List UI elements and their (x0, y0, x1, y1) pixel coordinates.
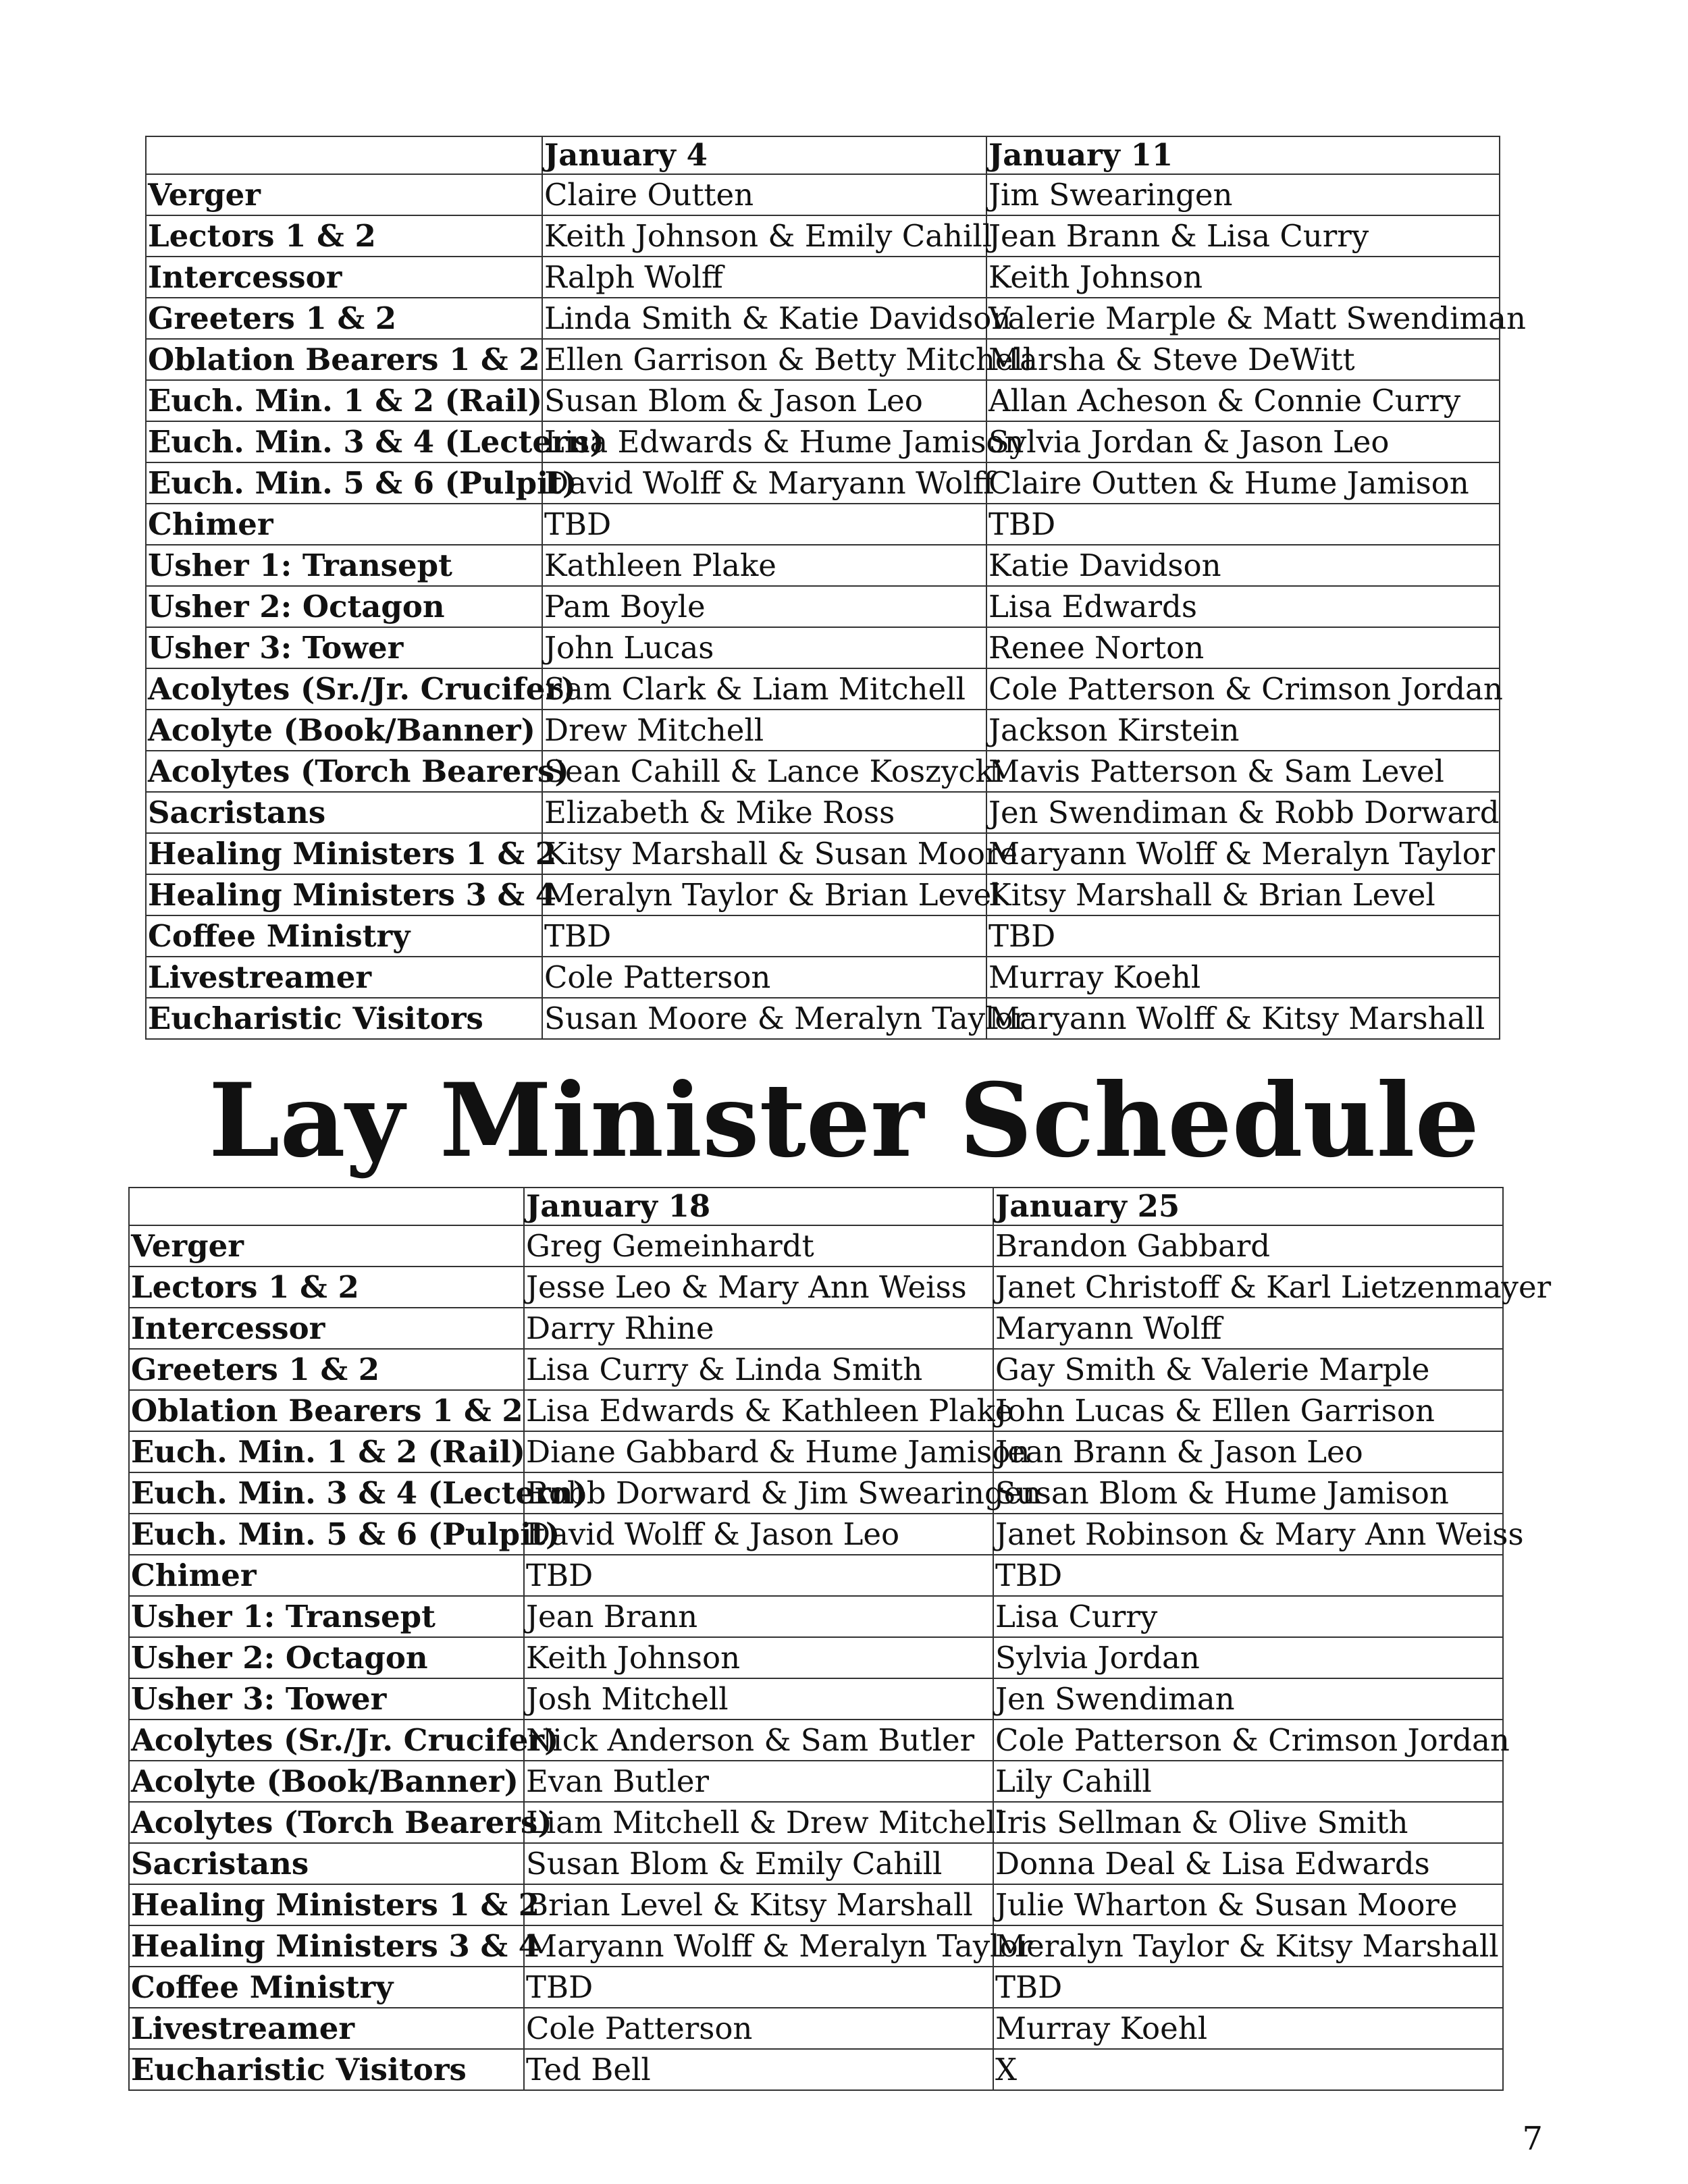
table-row (146, 627, 1500, 668)
table-row (129, 1678, 1503, 1720)
role-cell: Coffee Ministry (129, 1967, 524, 2008)
table-row (129, 1802, 1503, 1843)
assignment-cell: Diane Gabbard & Hume Jamison (524, 1431, 993, 1472)
assignment-cell: Robb Dorward & Jim Swearingen (524, 1472, 993, 1514)
table-row (146, 174, 1500, 215)
schedule-table-january-18-25 (128, 1187, 1552, 2091)
table-row (146, 462, 1500, 504)
table-row (146, 792, 1500, 833)
table-row (129, 1555, 1503, 1596)
assignment-cell: Jen Swendiman & Robb Dorward (986, 792, 1500, 833)
role-cell: Euch. Min. 1 & 2 (Rail) (129, 1431, 524, 1472)
role-cell: Usher 3: Tower (146, 627, 542, 668)
role-cell: Usher 2: Octagon (129, 1637, 524, 1678)
table-row (129, 1431, 1503, 1472)
assignment-cell: Elizabeth & Mike Ross (542, 792, 986, 833)
table-row (146, 380, 1500, 421)
assignment-cell: Maryann Wolff & Kitsy Marshall (986, 998, 1500, 1039)
assignment-cell: Sam Clark & Liam Mitchell (542, 668, 986, 710)
assignment-cell: Cole Patterson (524, 2008, 993, 2049)
table-header-row (129, 1188, 1503, 1225)
table-row (129, 1514, 1503, 1555)
role-cell: Healing Ministers 1 & 2 (146, 833, 542, 874)
table-row (146, 874, 1500, 915)
table-row (146, 668, 1500, 710)
table-row (146, 915, 1500, 957)
role-cell: Eucharistic Visitors (129, 2049, 524, 2090)
assignment-cell: Allan Acheson & Connie Curry (986, 380, 1500, 421)
table-row (129, 1637, 1503, 1678)
assignment-cell: Brian Level & Kitsy Marshall (524, 1884, 993, 1925)
role-cell: Intercessor (129, 1308, 524, 1349)
header-cell-date: January 4 (542, 136, 986, 174)
assignment-cell: Janet Robinson & Mary Ann Weiss (993, 1514, 1503, 1555)
page-number: 7 (1522, 2120, 1543, 2158)
assignment-cell: TBD (524, 1555, 993, 1596)
table-row (146, 298, 1500, 339)
assignment-cell: Susan Blom & Hume Jamison (993, 1472, 1503, 1514)
assignment-cell: Darry Rhine (524, 1308, 993, 1349)
role-cell: Acolyte (Book/Banner) (146, 710, 542, 751)
role-cell: Usher 2: Octagon (146, 586, 542, 627)
assignment-cell: Claire Outten & Hume Jamison (986, 462, 1500, 504)
table-row (129, 1472, 1503, 1514)
assignment-cell: John Lucas & Ellen Garrison (993, 1390, 1503, 1431)
assignment-cell: Maryann Wolff & Meralyn Taylor (986, 833, 1500, 874)
assignment-cell: Maryann Wolff & Meralyn Taylor (524, 1925, 993, 1967)
assignment-cell: Cole Patterson & Crimson Jordan (993, 1720, 1503, 1761)
role-cell: Lectors 1 & 2 (129, 1267, 524, 1308)
assignment-cell: Drew Mitchell (542, 710, 986, 751)
assignment-cell: David Wolff & Maryann Wolff (542, 462, 986, 504)
table-row (129, 1967, 1503, 2008)
table-row (146, 833, 1500, 874)
role-cell: Acolytes (Torch Bearers) (129, 1802, 524, 1843)
assignment-cell: Susan Blom & Jason Leo (542, 380, 986, 421)
assignment-cell: Sean Cahill & Lance Koszycki (542, 751, 986, 792)
assignment-cell: Cole Patterson & Crimson Jordan (986, 668, 1500, 710)
header-cell-date: January 25 (993, 1188, 1503, 1225)
assignment-cell: TBD (524, 1967, 993, 2008)
assignment-cell: Keith Johnson (986, 257, 1500, 298)
role-cell: Usher 3: Tower (129, 1678, 524, 1720)
table-header-row (146, 136, 1500, 174)
table-row (129, 1308, 1503, 1349)
table-row (146, 257, 1500, 298)
table-row (129, 1884, 1503, 1925)
assignment-cell: Lily Cahill (993, 1761, 1503, 1802)
assignment-cell: Ralph Wolff (542, 257, 986, 298)
table-row (129, 1225, 1503, 1267)
table-row (146, 710, 1500, 751)
header-cell-date: January 18 (524, 1188, 993, 1225)
role-cell: Livestreamer (129, 2008, 524, 2049)
assignment-cell: Valerie Marple & Matt Swendiman (986, 298, 1500, 339)
role-cell: Verger (129, 1225, 524, 1267)
table-row (146, 215, 1500, 257)
assignment-cell: Josh Mitchell (524, 1678, 993, 1720)
assignment-cell: Jean Brann & Jason Leo (993, 1431, 1503, 1472)
assignment-cell: Ted Bell (524, 2049, 993, 2090)
role-cell: Greeters 1 & 2 (129, 1349, 524, 1390)
assignment-cell: Liam Mitchell & Drew Mitchell (524, 1802, 993, 1843)
role-cell: Eucharistic Visitors (146, 998, 542, 1039)
table-row (146, 339, 1500, 380)
assignment-cell: Katie Davidson (986, 545, 1500, 586)
assignment-cell: David Wolff & Jason Leo (524, 1514, 993, 1555)
table-row (129, 1761, 1503, 1802)
assignment-cell: Lisa Edwards & Hume Jamison (542, 421, 986, 462)
assignment-cell: Pam Boyle (542, 586, 986, 627)
role-cell: Healing Ministers 1 & 2 (129, 1884, 524, 1925)
role-cell: Acolytes (Sr./Jr. Crucifer) (146, 668, 542, 710)
table-row (146, 421, 1500, 462)
table-row (146, 998, 1500, 1039)
header-cell-role (129, 1188, 524, 1225)
assignment-cell: Ellen Garrison & Betty Mitchell (542, 339, 986, 380)
assignment-cell: Susan Moore & Meralyn Taylor (542, 998, 986, 1039)
page-title: Lay Minister Schedule (208, 1061, 1480, 1180)
assignment-cell: Marsha & Steve DeWitt (986, 339, 1500, 380)
role-cell: Sacristans (129, 1843, 524, 1884)
assignment-cell: Claire Outten (542, 174, 986, 215)
schedule-table-january-4-11 (145, 136, 1526, 1040)
role-cell: Intercessor (146, 257, 542, 298)
role-cell: Healing Ministers 3 & 4 (129, 1925, 524, 1967)
assignment-cell: Cole Patterson (542, 957, 986, 998)
assignment-cell: TBD (993, 1555, 1503, 1596)
header-cell-role (146, 136, 542, 174)
assignment-cell: Sylvia Jordan & Jason Leo (986, 421, 1500, 462)
assignment-cell: Lisa Curry (993, 1596, 1503, 1637)
assignment-cell: Lisa Edwards & Kathleen Plake (524, 1390, 993, 1431)
role-cell: Oblation Bearers 1 & 2 (146, 339, 542, 380)
assignment-cell: Mavis Patterson & Sam Level (986, 751, 1500, 792)
assignment-cell: Linda Smith & Katie Davidson (542, 298, 986, 339)
assignment-cell: Keith Johnson & Emily Cahill (542, 215, 986, 257)
assignment-cell: Kathleen Plake (542, 545, 986, 586)
role-cell: Healing Ministers 3 & 4 (146, 874, 542, 915)
assignment-cell: Nick Anderson & Sam Butler (524, 1720, 993, 1761)
assignment-cell: Jesse Leo & Mary Ann Weiss (524, 1267, 993, 1308)
assignment-cell: TBD (986, 915, 1500, 957)
assignment-cell: Lisa Curry & Linda Smith (524, 1349, 993, 1390)
role-cell: Oblation Bearers 1 & 2 (129, 1390, 524, 1431)
assignment-cell: TBD (542, 915, 986, 957)
role-cell: Acolyte (Book/Banner) (129, 1761, 524, 1802)
role-cell: Acolytes (Torch Bearers) (146, 751, 542, 792)
assignment-cell: Donna Deal & Lisa Edwards (993, 1843, 1503, 1884)
role-cell: Euch. Min. 3 & 4 (Lectern) (146, 421, 542, 462)
assignment-cell: John Lucas (542, 627, 986, 668)
assignment-cell: Evan Butler (524, 1761, 993, 1802)
assignment-cell: Kitsy Marshall & Brian Level (986, 874, 1500, 915)
role-cell: Coffee Ministry (146, 915, 542, 957)
table-row (129, 2008, 1503, 2049)
assignment-cell: Kitsy Marshall & Susan Moore (542, 833, 986, 874)
assignment-cell: Jim Swearingen (986, 174, 1500, 215)
assignment-cell: Maryann Wolff (993, 1308, 1503, 1349)
assignment-cell: Keith Johnson (524, 1637, 993, 1678)
assignment-cell: Julie Wharton & Susan Moore (993, 1884, 1503, 1925)
assignment-cell: Greg Gemeinhardt (524, 1225, 993, 1267)
table-row (146, 545, 1500, 586)
role-cell: Chimer (146, 504, 542, 545)
role-cell: Usher 1: Transept (146, 545, 542, 586)
assignment-cell: Janet Christoff & Karl Lietzenmayer (993, 1267, 1503, 1308)
table-row (146, 957, 1500, 998)
role-cell: Livestreamer (146, 957, 542, 998)
role-cell: Euch. Min. 1 & 2 (Rail) (146, 380, 542, 421)
assignment-cell: Jackson Kirstein (986, 710, 1500, 751)
role-cell: Euch. Min. 5 & 6 (Pulpit) (146, 462, 542, 504)
table-row (146, 504, 1500, 545)
table-row (129, 1349, 1503, 1390)
assignment-cell: Meralyn Taylor & Brian Level (542, 874, 986, 915)
assignment-cell: Brandon Gabbard (993, 1225, 1503, 1267)
table-row (129, 1267, 1503, 1308)
assignment-cell: Jean Brann (524, 1596, 993, 1637)
assignment-cell: Murray Koehl (993, 2008, 1503, 2049)
table-row (129, 1925, 1503, 1967)
table-row (129, 1596, 1503, 1637)
role-cell: Chimer (129, 1555, 524, 1596)
assignment-cell: TBD (986, 504, 1500, 545)
role-cell: Euch. Min. 5 & 6 (Pulpit) (129, 1514, 524, 1555)
assignment-cell: Jen Swendiman (993, 1678, 1503, 1720)
assignment-cell: Sylvia Jordan (993, 1637, 1503, 1678)
assignment-cell: Jean Brann & Lisa Curry (986, 215, 1500, 257)
table-row (146, 751, 1500, 792)
table-row (129, 2049, 1503, 2090)
role-cell: Usher 1: Transept (129, 1596, 524, 1637)
assignment-cell: TBD (542, 504, 986, 545)
assignment-cell: X (993, 2049, 1503, 2090)
assignment-cell: Gay Smith & Valerie Marple (993, 1349, 1503, 1390)
role-cell: Sacristans (146, 792, 542, 833)
assignment-cell: Meralyn Taylor & Kitsy Marshall (993, 1925, 1503, 1967)
table-row (129, 1843, 1503, 1884)
role-cell: Euch. Min. 3 & 4 (Lectern) (129, 1472, 524, 1514)
assignment-cell: Iris Sellman & Olive Smith (993, 1802, 1503, 1843)
table-row (129, 1720, 1503, 1761)
header-cell-date: January 11 (986, 136, 1500, 174)
role-cell: Verger (146, 174, 542, 215)
assignment-cell: Lisa Edwards (986, 586, 1500, 627)
table-row (146, 586, 1500, 627)
assignment-cell: Murray Koehl (986, 957, 1500, 998)
table-row (129, 1390, 1503, 1431)
assignment-cell: TBD (993, 1967, 1503, 2008)
assignment-cell: Renee Norton (986, 627, 1500, 668)
role-cell: Acolytes (Sr./Jr. Crucifer) (129, 1720, 524, 1761)
role-cell: Greeters 1 & 2 (146, 298, 542, 339)
assignment-cell: Susan Blom & Emily Cahill (524, 1843, 993, 1884)
role-cell: Lectors 1 & 2 (146, 215, 542, 257)
